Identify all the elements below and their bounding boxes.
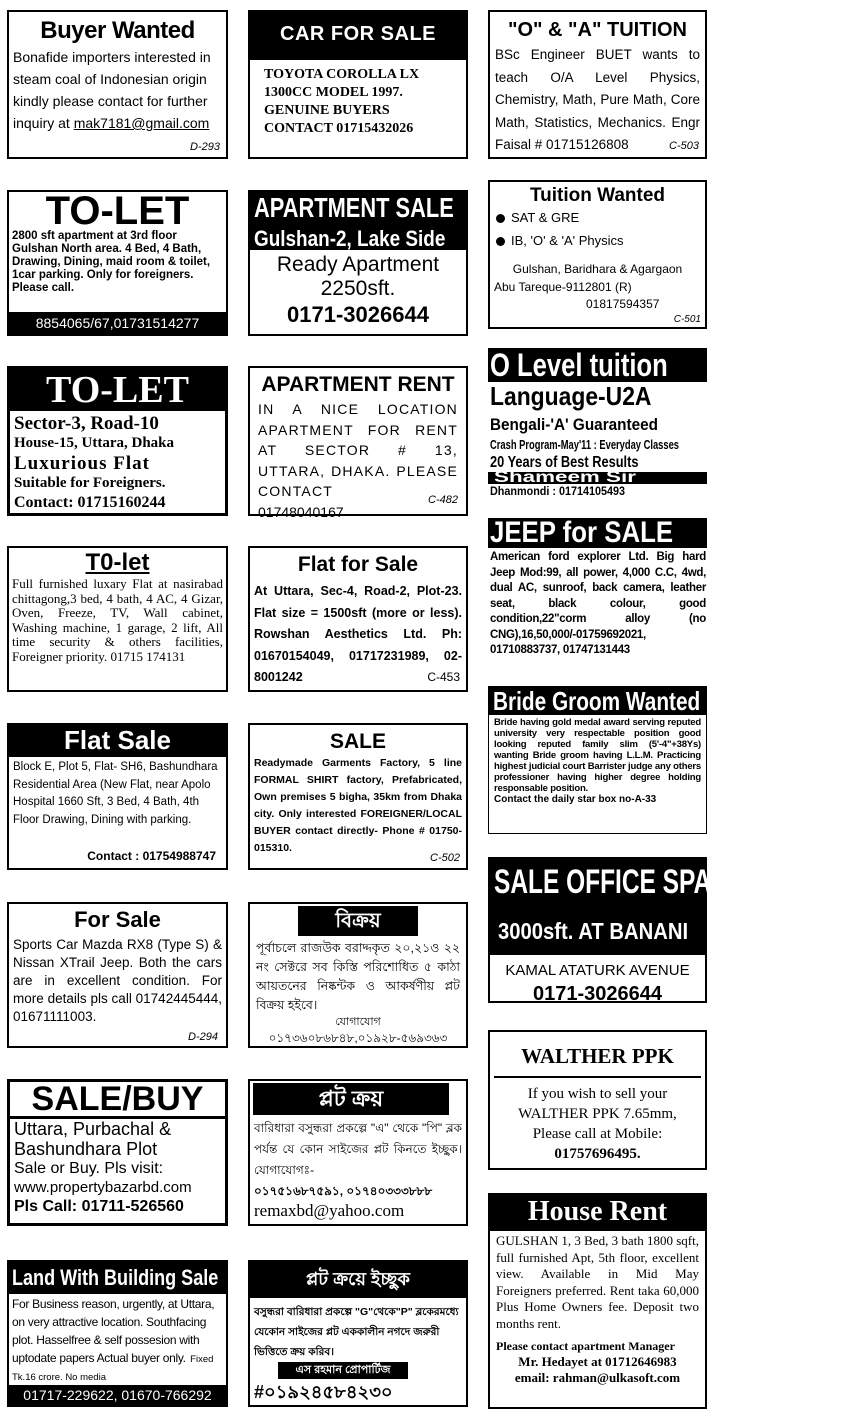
ad-contact-2: Mr. Hedayet at 01712646983: [518, 1354, 677, 1369]
ad-bride-groom-wanted: [488, 686, 707, 834]
ad-line-text: Bengali-'A' Guaranteed: [490, 415, 658, 434]
ad-code: C-501: [673, 314, 701, 325]
ad-title-text: TO-LET: [46, 369, 189, 411]
ad-o-level-tuition: [488, 348, 707, 498]
ad-walther-ppk: [488, 1030, 707, 1170]
bullet-icon: [496, 214, 505, 223]
ad-phone: 8854065/67,01731514277: [9, 312, 226, 334]
ad-to-let-uttara: [7, 366, 228, 516]
ad-line-6: [488, 484, 707, 498]
ad-to-let-gulshan: [7, 190, 228, 336]
ad-line-text: 3000sft. AT BANANI: [498, 918, 689, 944]
ad-title: [489, 687, 706, 715]
ad-for-sale-cars: [7, 902, 228, 1048]
ad-to-let-chittagong: [7, 546, 228, 692]
ad-title: [9, 1262, 226, 1294]
ad-title-bar: [250, 1083, 466, 1115]
ad-flat-sale: [7, 723, 228, 870]
ad-item-2: [490, 228, 705, 254]
ad-body-text: Bonafide importers interested in steam coal of Indonesian origin kindly please contact for further inquiry at: [13, 49, 211, 131]
ad-title: [10, 369, 225, 411]
ad-body: [9, 1294, 226, 1386]
ad-code: C-482: [428, 494, 458, 506]
ad-code: C-453: [427, 670, 460, 684]
ad-line-5: Pls Call: 01711-526560: [14, 1198, 184, 1215]
ad-oa-tuition: [488, 10, 707, 159]
ad-title-text: JEEP for SALE: [490, 516, 674, 549]
ad-line-3: Luxurious Flat: [14, 453, 150, 474]
ad-title: প্লট ক্রয়ে ইচ্ছুক: [250, 1262, 466, 1298]
ad-body: Sports Car Mazda RX8 (Type S) & Nissan XTrail Jeep. Both the cars are in excellent condition. For more details pls call 01742445444, 01671111003.: [13, 937, 222, 1024]
ad-body: Block E, Plot 5, Flat- SH6, Bashundhara Residential Area (New Flat, near Apolo Hospital 1660 Sft, 3 Bed, 4 Bath, 4th Floor Drawing, Dining with parking.: [13, 761, 218, 826]
ad-contact: Contact the daily star box no-A-33: [494, 794, 657, 805]
ad-line-text: Shameem Sir: [494, 469, 636, 486]
ad-title: WALTHER PPK: [494, 1036, 701, 1078]
ad-contact: Contact : 01754988747: [87, 849, 216, 863]
ad-body: বসুন্ধরা বারিধারা প্রকল্পে "G"থেকে"P" ব্লকেরমধ্যে যেকোন সাইজের প্লট এককালীন নগদে জরুরী ভিত্তিতে ক্রয় করিব।: [254, 1306, 459, 1358]
ad-phones: ০১৭৫১৬৮৭৫৯১, ০১৭৪০৩৩৩৮৮৮: [254, 1184, 433, 1198]
ad-code: D-294: [188, 1031, 218, 1043]
ad-car-for-sale: [248, 10, 468, 159]
ad-body: পূর্বাচলে রাজউক বরাদ্দকৃত ২০,২১ও ২২ নং সেক্টরে সব কিস্তি পরিশোধিত ৫ কাঠা আয়তনের নিষ্কন্টক ও আকর্ষণীয় প্লট বিক্রয় হইবে।: [256, 941, 460, 1012]
ad-body: Full furnished luxary Flat at nasirabad chittagong,3 bed, 4 bath, 4 AC, 4 Gizar, Oven, Freeze, TV, Wall cabinet, Washing machine, 1 garage, 2 lift, All time security & others facilities, Foreigner priority. 01715 174131: [12, 576, 223, 664]
ad-body: Bride having gold medal award serving reputed university very respectable position good looking reputed family slim (5'-4"+38Ys) wanting Bride groom having L.L.M. Practicing highest judicial court Barrister judge any others professioner having higher degree holding responsable position.: [494, 717, 701, 794]
ad-title: SALE: [329, 730, 386, 753]
ad-line-4: CONTACT 01715432026: [264, 121, 414, 136]
ad-phone: 01717-229622, 01670-766292: [9, 1385, 226, 1405]
ad-email-link[interactable]: remaxbd@yahoo.com: [254, 1201, 405, 1220]
ad-apartment-rent: [248, 366, 468, 520]
ad-title: [488, 348, 707, 382]
ad-line-3: [488, 436, 707, 454]
ad-title: বিক্রয়: [298, 906, 418, 936]
ad-title-text: O Level tuition: [490, 347, 668, 383]
ad-line-1: Uttara, Purbachal &: [14, 1119, 172, 1139]
ad-phone: 01757696495.: [554, 1146, 641, 1162]
ad-phones: ০১৭৩৬০৮৬৮৪৮,০১৯২৮-৫৬৯৩৬৩: [268, 1031, 448, 1045]
ad-title-text: Land With Building Sale: [12, 1265, 219, 1290]
ad-line-1: If you wish to sell your: [527, 1086, 668, 1102]
ad-line-4: Suitable for Foreigners.: [14, 475, 166, 491]
ad-title: প্লট ক্রয়: [253, 1083, 449, 1115]
ad-item-1: [490, 208, 705, 228]
ad-line-2: House-15, Uttara, Dhaka: [14, 435, 174, 451]
ad-sale-office-space: [488, 857, 746, 1005]
ad-line-2: [488, 415, 707, 436]
ad-body: 2800 sft apartment at 3rd floor Gulshan North area. 4 Bed, 4 Bath, Drawing, Dining, maid room & toilet, 1car parking. Only for foreigners. Please call.: [12, 230, 211, 294]
ad-line-1: Sector-3, Road-10: [14, 413, 159, 434]
ad-title: [490, 859, 746, 912]
ad-note: Fixed Tk.16 crore. No media: [12, 1354, 214, 1383]
ad-house-rent: [488, 1193, 707, 1409]
ad-line-text: Language-U2A: [490, 381, 652, 411]
ad-company: এস রহমান প্রোপার্টিজ: [278, 1362, 408, 1379]
ad-title-block: [250, 192, 466, 250]
ad-plot-kroye-icchuk: [248, 1260, 468, 1407]
ad-line-2: 2250sft.: [320, 277, 396, 300]
ad-line-text: 20 Years of Best Results: [490, 454, 639, 471]
ad-tuition-wanted: [488, 180, 707, 329]
ad-phone: 0171-3026644: [532, 983, 662, 1005]
ad-body: Readymade Garments Factory, 5 line FORMAL SHIRT factory, Prefabricated, Own premises 5 bigha, 35km from Dhaka city. Only interested FOREIGNER/LOCAL BUYER contact directly- Phone # 01750-015310.: [254, 757, 462, 854]
ad-title: Flat for Sale: [297, 553, 419, 576]
ad-company-bar: [250, 1362, 466, 1379]
ad-title-text: SALE OFFICE SPACE: [494, 863, 746, 901]
ad-body: BSc Engineer BUET wants to teach O/A Level Physics, Chemistry, Math, Pure Math, Core Math, Statistics, Mechanics. Engr Faisal # 01715126808: [495, 47, 700, 152]
ad-contact-label: যোগাযোগ: [335, 1016, 381, 1028]
ad-item-text: IB, 'O' & 'A' Physics: [511, 233, 624, 248]
ad-body: American ford explorer Ltd. Big hard Jeep Mod:99, all power, 4,000 C.C, 4wd, dual AC, sunroof, back camera, leather seat, black colour, good condition,22"corm alloy (no CNG),16,50,000/-01759692021, 01710883737, 01747131443: [490, 551, 706, 656]
ad-body-text: For Business reason, urgently, at Uttara, on very attractive location. Southfacing plot. Hasselfree & self possesion with uptodate papers Actual buyer only.: [12, 1297, 215, 1365]
ad-jeep-for-sale: [488, 518, 707, 665]
ad-line-text: Dhanmondi : 01714105493: [490, 484, 626, 498]
ad-phone: 0171-3026644: [287, 302, 429, 327]
ad-title: Flat Sale: [9, 725, 226, 757]
ad-line-5: [488, 469, 707, 486]
ad-line-3: GENUINE BUYERS: [264, 103, 390, 118]
ad-code: C-502: [430, 852, 460, 864]
ad-email-link[interactable]: email: rahman@ulkasoft.com: [514, 1370, 681, 1385]
ad-apartment-sale: [248, 190, 468, 336]
ad-body: IN A NICE LOCATION APARTMENT FOR RENT AT SECTOR # 13, UTTARA, DHAKA. PLEASE CONTACT: [258, 401, 458, 499]
ad-title: SALE/BUY: [31, 1080, 204, 1118]
ad-title: T0-let: [85, 549, 150, 576]
ad-plot-kroy: [248, 1079, 468, 1226]
ad-subtitle-text: Gulshan-2, Lake Side: [254, 226, 446, 251]
ad-line-1: TOYOTA COROLLA LX: [264, 67, 420, 82]
ad-title: CAR FOR SALE: [250, 12, 466, 60]
ad-subtitle: [250, 227, 466, 254]
bullet-icon: [496, 237, 505, 246]
ad-body: At Uttara, Sec-4, Road-2, Plot-23. Flat size = 1500sft (more or less). Rowshan Aesthetics Ltd. Ph: 01670154049, 01717231989, 02-8001242: [254, 584, 462, 684]
ad-title-block: [490, 859, 746, 955]
ad-title: TO-LET: [45, 189, 190, 233]
ad-line-1: [490, 912, 705, 954]
ad-line-2: WALTHER PPK 7.65mm,: [518, 1106, 677, 1122]
ad-code: D-293: [190, 141, 220, 153]
ad-line-2: 1300CC MODEL 1997.: [264, 85, 403, 100]
ad-line-1: [488, 382, 707, 415]
ad-line-3: 01817594357: [586, 297, 660, 311]
ad-title: Buyer Wanted: [40, 17, 195, 44]
ad-email-link[interactable]: mak7181@gmail.com: [73, 115, 210, 131]
ad-title-bar: [250, 906, 466, 936]
ad-line-2: KAMAL ATATURK AVENUE: [505, 962, 690, 979]
ad-line-3: Please call at Mobile:: [532, 1126, 663, 1142]
ad-body: বারিধারা বসুন্ধরা প্রকল্পে "এ" থেকে "পি" ব্লক পর্যন্ত যে কোন সাইজের প্লট কিনতে ইচ্ছুক। যোগাযোগঃ-: [254, 1121, 462, 1177]
ad-sale-garments: [248, 723, 468, 870]
ad-body: GULSHAN 1, 3 Bed, 3 bath 1800 sqft, full furnished Apt, 5th floor, excellent view. Available in Mid May Foreigners preferred. Rent taka 60,000 Plus Home Owners fee. Deposit two months rent.: [496, 1233, 699, 1331]
ad-flat-for-sale-uttara: [248, 546, 468, 692]
ad-title: [488, 518, 707, 548]
ad-title: Tuition Wanted: [529, 185, 666, 206]
ad-title: "O" & "A" TUITION: [507, 19, 688, 41]
ad-body: [9, 45, 226, 134]
ad-phone: #০১৯২৪৫৮৪২৩০: [254, 1382, 393, 1402]
ad-phone: 01748040167: [258, 503, 344, 520]
ad-line-1: Gulshan, Baridhara & Agargaon: [512, 262, 683, 276]
ad-website-link[interactable]: www.propertybazarbd.com: [14, 1179, 192, 1196]
ad-bikroy: [248, 902, 468, 1048]
ad-line-2: Bashundhara Plot: [14, 1139, 158, 1159]
ad-contact-1: Please contact apartment Manager: [496, 1339, 675, 1353]
ad-code: C-503: [669, 140, 699, 152]
ad-title: [250, 194, 466, 227]
ad-title-text: Bride Groom Wanted: [493, 686, 701, 716]
ad-line-1: Ready Apartment: [276, 253, 440, 276]
ad-line-3: Sale or Buy. Pls visit:: [14, 1160, 164, 1177]
ad-title: House Rent: [490, 1195, 705, 1231]
ad-line-5: Contact: 01715160244: [14, 494, 166, 511]
ad-land-building-sale: [7, 1260, 228, 1407]
ad-line-text: Crash Program-May'11 : Everyday Classes: [490, 437, 680, 452]
ad-title: APARTMENT RENT: [261, 373, 455, 396]
ad-line-2: Abu Tareque-9112801 (R): [494, 280, 632, 294]
ad-title-text: APARTMENT SALE: [254, 192, 454, 223]
ad-buyer-wanted: [7, 10, 228, 159]
ad-title: For Sale: [74, 907, 161, 932]
ad-sale-buy-plot: [7, 1079, 228, 1226]
ad-item-text: SAT & GRE: [511, 210, 580, 225]
